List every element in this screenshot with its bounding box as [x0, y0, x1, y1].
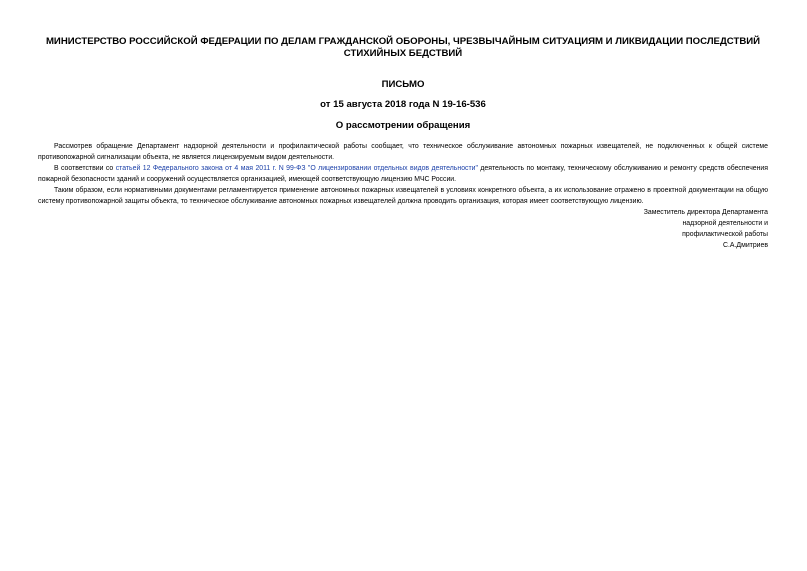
paragraph-2 — [38, 163, 768, 185]
law-reference-link[interactable]: статьей 12 Федерального закона от 4 мая 2011 г. N 99-ФЗ "О лицензировании отдельных видов деятельности" — [115, 164, 478, 172]
signature-position-line-1: Заместитель директора Департамента — [643, 208, 768, 216]
signature-position-line-2: надзорной деятельности и — [682, 219, 768, 227]
paragraph-1: Рассмотрев обращение Департамент надзорной деятельности и профилактической работы сообщает, что техническое обслуживание автономных пожарных извещателей, не подключенных к общей системе противопожарной сигнализации объекта, не является лицензируемым видом деятельности. — [38, 142, 768, 161]
signatory-name: С.А.Дмитриев — [723, 241, 768, 249]
document-body — [38, 141, 768, 207]
document-date-number: от 15 августа 2018 года N 19-16-536 — [320, 98, 486, 110]
ministry-title: МИНИСТЕРСТВО РОССИЙСКОЙ ФЕДЕРАЦИИ ПО ДЕЛАМ ГРАЖДАНСКОЙ ОБОРОНЫ, ЧРЕЗВЫЧАЙНЫМ СИТУАЦИЯМ И ЛИКВИДАЦИИ ПОСЛЕДСТВИЙ СТИХИЙНЫХ БЕДСТВИЙ — [45, 36, 761, 59]
paragraph-2-suffix: деятельность по монтажу, техническому обслуживанию и ремонту средств обеспечения пожарной безопасности зданий и сооружений осуществляется организацией, имеющей соответствующую лицензию МЧС России. — [38, 164, 769, 183]
paragraph-3: Таким образом, если нормативными документами регламентируется применение автономных пожарных извещателей в условиях конкретного объекта, а их использование отражено в проектной документации на общую систему противопожарной защиты объекта, то техническое обслуживание автономных пожарных извещателей должна проводить организация, которая имеет соответствующую лицензию. — [38, 186, 768, 205]
paragraph-2-prefix: В соответствии со — [54, 164, 116, 172]
signature-block — [38, 207, 768, 251]
signature-position-line-3: профилактической работы — [682, 230, 768, 238]
document-subject: О рассмотрении обращения — [335, 120, 471, 131]
document-type: ПИСЬМО — [381, 79, 425, 90]
document-page — [38, 36, 768, 251]
